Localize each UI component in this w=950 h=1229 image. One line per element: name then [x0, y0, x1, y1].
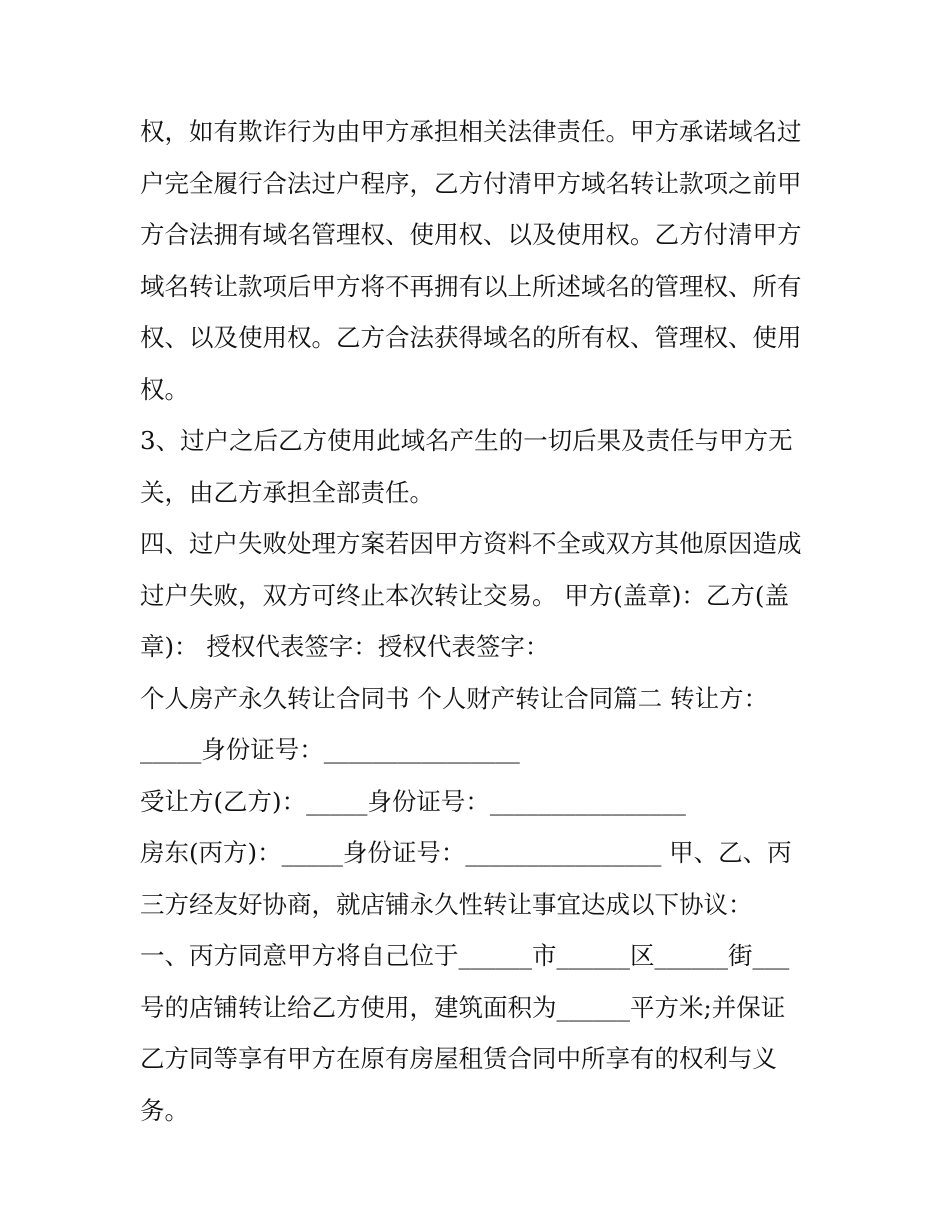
- contract-title-line: 个人房产永久转让合同书 个人财产转让合同篇二 转让方：: [140, 683, 769, 713]
- section-4-line: 四、过户失败处理方案若因甲方资料不全或双方其他原因造成: [140, 529, 802, 558]
- contract-text: [140, 106, 840, 1136]
- transferee-id-line: 受让方(乙方)：_____身份证号：________________: [140, 786, 686, 816]
- text-line: 权。: [140, 374, 189, 404]
- text-line: 权，如有欺诈行为由甲方承担相关法律责任。甲方承诺域名过: [140, 117, 802, 146]
- clause-3-line: 3、过户之后乙方使用此域名产生的一切后果及责任与甲方无: [140, 426, 793, 455]
- text-line: 务。: [140, 1095, 189, 1125]
- text-line: 过户失败，双方可终止本次转让交易。 甲方(盖章)：乙方(盖: [140, 580, 789, 610]
- text-line: 三方经友好协商，就店铺永久性转让事宜达成以下协议：: [140, 889, 753, 919]
- landlord-id-line: 房东(丙方)：_____身份证号：________________ 甲、乙、丙: [140, 838, 792, 867]
- article-1-line: 一、丙方同意甲方将自己位于______市______区______街___: [140, 941, 790, 970]
- text-line: 号的店铺转让给乙方使用，建筑面积为______平方米;并保证: [140, 992, 786, 1022]
- text-line: 关，由乙方承担全部责任。: [140, 477, 434, 507]
- signature-line: 章)： 授权代表签字：授权代表签字：: [140, 632, 550, 661]
- text-line: 域名转让款项后甲方将不再拥有以上所述域名的管理权、所有: [140, 271, 802, 301]
- transferor-id-line: _____身份证号：________________: [140, 735, 520, 764]
- text-line: 户完全履行合法过户程序，乙方付清甲方域名转让款项之前甲: [140, 168, 802, 198]
- text-line: 权、以及使用权。乙方合法获得域名的所有权、管理权、使用: [140, 323, 802, 352]
- text-line: 乙方同等享有甲方在原有房屋租赁合同中所享有的权利与义: [140, 1044, 777, 1073]
- text-line: 方合法拥有域名管理权、使用权、以及使用权。乙方付清甲方: [140, 220, 802, 249]
